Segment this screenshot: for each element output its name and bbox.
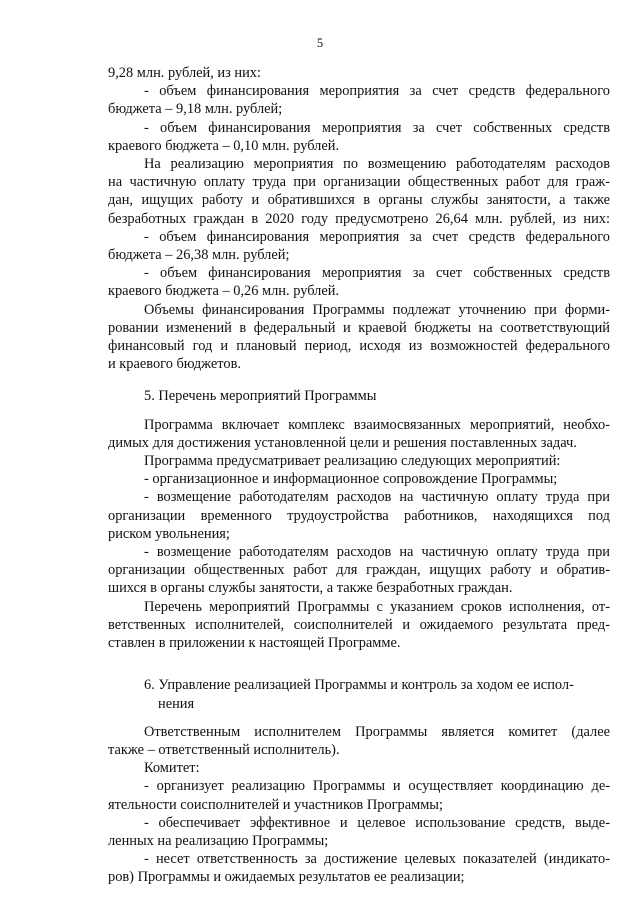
line: Комитет:: [144, 760, 200, 777]
line: краевого бюджета – 0,10 млн. рублей.: [108, 137, 340, 154]
line: Программа включает комплекс взаимосвязанных мероприятий, необхо-: [144, 416, 610, 433]
page-number: 5: [316, 36, 324, 50]
line: - несет ответственность за достижение целевых показателей (индикато-: [144, 851, 610, 868]
line: на частичную оплату труда при организации общественных работ для граж-: [108, 174, 610, 191]
line: краевого бюджета – 0,26 млн. рублей.: [108, 283, 340, 300]
line: - организует реализацию Программы и осуществляет координацию де-: [144, 778, 610, 795]
line: - объем финансирования мероприятия за счет средств федерального: [144, 228, 610, 245]
line: дан, ищущих работу и обратившихся в органы службы занятости, а также: [108, 192, 610, 209]
line: - организационное и информационное сопровождение Программы;: [144, 471, 558, 488]
line: - возмещение работодателям расходов на частичную оплату труда при: [144, 544, 610, 561]
line: - объем финансирования мероприятия за счет средств федерального: [144, 83, 610, 100]
line: ленных на реализацию Программы;: [108, 832, 329, 849]
line: организации временного трудоустройства работников, находящихся под: [108, 507, 610, 524]
line: Программа предусматривает реализацию следующих мероприятий:: [144, 453, 561, 470]
line: ятельности соисполнителей и участников Программы;: [108, 796, 443, 813]
line: ветственных исполнителей, соисполнителей и ожидаемого результата пред-: [108, 616, 610, 633]
line: - обеспечивает эффективное и целевое использование средств, выде-: [144, 814, 610, 831]
line: 9,28 млн. рублей, из них:: [108, 65, 261, 81]
line: и краевого бюджетов.: [108, 356, 241, 373]
line: - объем финансирования мероприятия за счет собственных средств: [144, 119, 610, 136]
line: также – ответственный исполнитель).: [108, 741, 340, 758]
line: организации общественных работ для граждан, ищущих работу и обратив-: [108, 562, 610, 579]
heading-line: нения: [158, 695, 195, 712]
line: ров) Программы и ожидаемых результатов ее реализации;: [108, 869, 465, 886]
line: риском увольнения;: [108, 525, 230, 542]
section-heading-6: [108, 676, 610, 712]
line: - возмещение работодателям расходов на частичную оплату труда при: [144, 489, 610, 506]
section-heading-5: 5. Перечень мероприятий Программы: [144, 388, 377, 405]
line: шихся в органы службы занятости, а также безработных граждан.: [108, 580, 513, 597]
line: На реализацию мероприятия по возмещению работодателям расходов: [144, 156, 610, 173]
line: бюджета – 9,18 млн. рублей;: [108, 101, 283, 118]
document-body: [108, 64, 610, 887]
line: ровании изменений в федеральный и краевой бюджеты на соответствующий: [108, 319, 610, 336]
line: димых для достижения установленной цели и решения поставленных задач.: [108, 434, 577, 451]
line: безработных граждан в 2020 году предусмотрено 26,64 млн. рублей, из них:: [108, 210, 610, 227]
line: Перечень мероприятий Программы с указанием сроков исполнения, от-: [144, 598, 610, 615]
heading-line: 6. Управление реализацией Программы и контроль за ходом ее испол-: [144, 677, 574, 694]
line: ставлен в приложении к настоящей Программе.: [108, 635, 401, 652]
line: - объем финансирования мероприятия за счет собственных средств: [144, 265, 610, 282]
line: Объемы финансирования Программы подлежат уточнению при форми-: [144, 301, 610, 318]
line: финансовый год и плановый период, исходя из возможностей федерального: [108, 338, 610, 355]
line: бюджета – 26,38 млн. рублей;: [108, 247, 290, 264]
line: Ответственным исполнителем Программы является комитет (далее: [144, 723, 610, 740]
